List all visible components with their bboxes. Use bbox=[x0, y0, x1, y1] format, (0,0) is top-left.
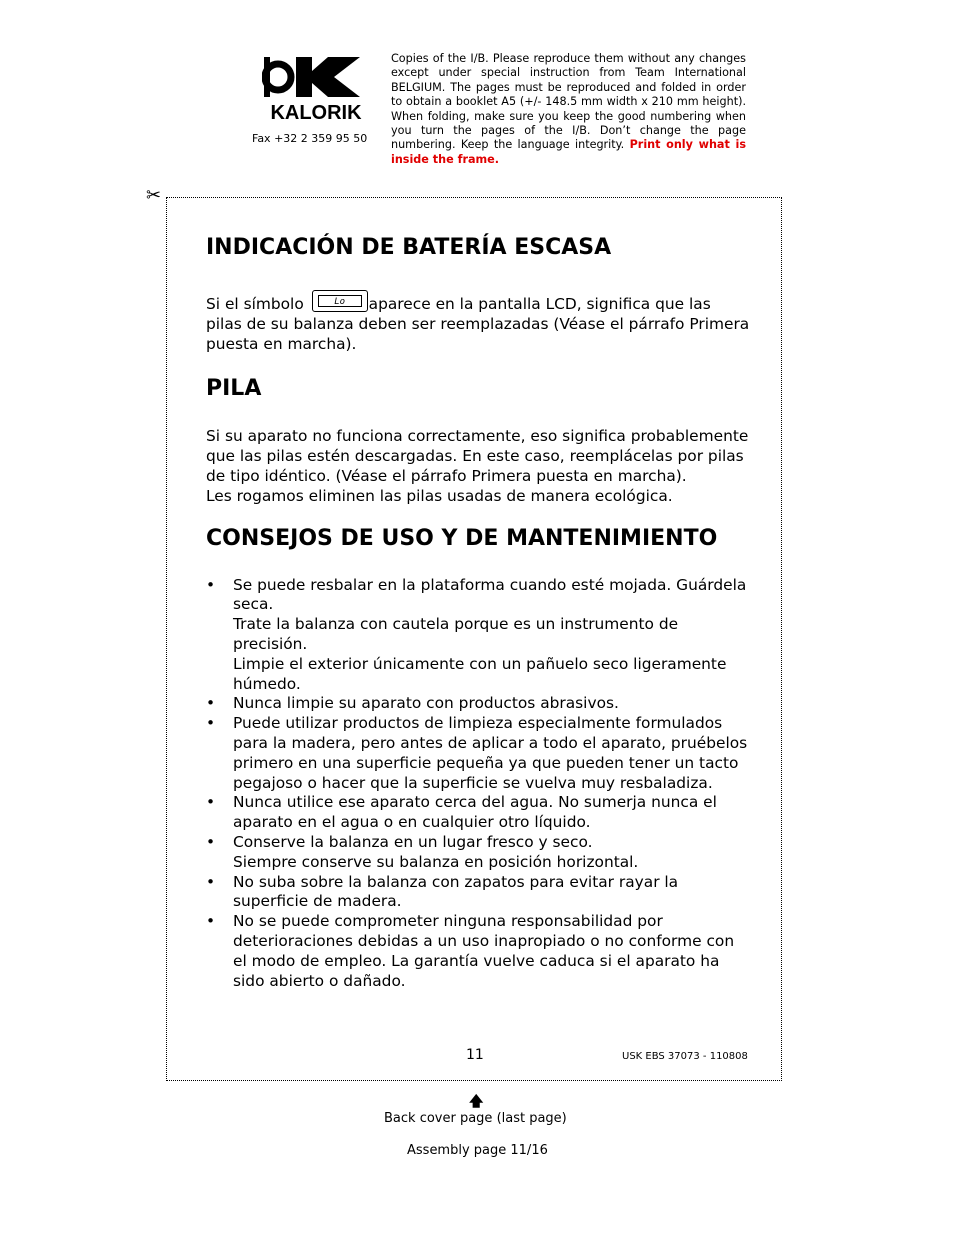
list-item-line: No se puede comprometer ninguna responsabilidad por deterioraciones debidas a un uso inapropiado o no conforme con el modo de empleo. La garantía vuelve caduca si el aparato ha sido abierto o dañado. bbox=[233, 912, 735, 990]
pila-paragraph-1: Si su aparato no funciona correctamente, eso significa probablemente que las pilas estén descargadas. En este caso, reemplácelas por pilas de tipo idéntico. (Véase el párrafo Primera puesta en marcha). bbox=[206, 427, 749, 485]
bullet-icon: • bbox=[206, 872, 216, 891]
list-item-line: Puede utilizar productos de limpieza especialmente formulados para la madera, pero antes de aplicar a todo el aparato, pruébelos primero en una superficie pequeña ya que pueden tener un tacto pegajoso o hacer que la superficie se vuelva muy resbaladiza. bbox=[233, 714, 748, 792]
document-reference: USK EBS 37073 - 110808 bbox=[622, 1051, 748, 1062]
section-title-consejos: CONSEJOS DE USO Y DE MANTENIMIENTO bbox=[206, 525, 718, 551]
list-item bbox=[206, 912, 751, 991]
bullet-icon: • bbox=[206, 714, 216, 733]
list-item-line: Nunca limpie su aparato con productos abrasivos. bbox=[233, 694, 619, 713]
fax-number: Fax +32 2 359 95 50 bbox=[252, 132, 368, 145]
list-item bbox=[206, 694, 751, 714]
pila-paragraph-2: Les rogamos eliminen las pilas usadas de manera ecológica. bbox=[206, 486, 673, 505]
list-item-line: Conserve la balanza en un lugar fresco y seco. bbox=[233, 832, 593, 851]
bullet-icon: • bbox=[206, 793, 216, 812]
bullet-icon: • bbox=[206, 575, 216, 594]
up-arrow-icon: 🡅 bbox=[469, 1094, 484, 1110]
copy-notice bbox=[391, 52, 746, 167]
assembly-page-note: Assembly page 11/16 bbox=[407, 1143, 548, 1158]
logo-text: KALORIK bbox=[270, 102, 362, 123]
back-cover-note: Back cover page (last page) bbox=[384, 1111, 567, 1126]
list-item bbox=[206, 833, 751, 873]
list-item bbox=[206, 576, 751, 695]
notice-red-text: Print only what is inside the frame. bbox=[391, 138, 746, 166]
notice-text: Copies of the I/B. Please reproduce them without any changes except under special instruction from Team International BELGIUM. The pages must be reproduced and folded in order to obtain a booklet A5 (+/- 148.5 mm width x 210 mm height). When folding, make sure you keep the good numbering when you turn the pages of the I/B. Don’t change the page numbering. Keep the language integrity. bbox=[391, 52, 746, 152]
kalorik-logo bbox=[262, 55, 370, 123]
list-item-line: Trate la balanza con cautela porque es un instrumento de precisión. bbox=[233, 615, 679, 653]
consejos-list bbox=[206, 576, 751, 992]
list-item bbox=[206, 793, 751, 833]
lcd-lo-icon bbox=[312, 290, 368, 312]
list-item bbox=[206, 714, 751, 793]
list-item-line: Limpie el exterior únicamente con un pañuelo seco ligeramente húmedo. bbox=[233, 654, 727, 693]
section-title-pila: PILA bbox=[206, 376, 262, 402]
page-content bbox=[206, 234, 751, 991]
battery-text-after: aparece en la pantalla LCD, significa que las pilas de su balanza deben ser reemplazadas (Véase el párrafo Primera puesta en marcha). bbox=[206, 295, 750, 353]
bullet-icon: • bbox=[206, 694, 216, 713]
lcd-lo-text: Lo bbox=[318, 295, 362, 307]
list-item-line: Se puede resbalar en la plataforma cuando esté mojada. Guárdela seca. bbox=[233, 575, 747, 614]
scissors-icon: ✂ bbox=[146, 185, 162, 206]
list-item-line: Nunca utilice ese aparato cerca del agua. No sumerja nunca el aparato en el agua o en cualquier otro líquido. bbox=[233, 793, 717, 832]
list-item bbox=[206, 873, 751, 913]
page-number: 11 bbox=[466, 1047, 484, 1063]
battery-paragraph bbox=[206, 290, 751, 354]
bullet-icon: • bbox=[206, 832, 216, 851]
list-item-line: No suba sobre la balanza con zapatos para evitar rayar la superficie de madera. bbox=[233, 872, 679, 911]
battery-text-before: Si el símbolo bbox=[206, 295, 304, 313]
section-title-battery: INDICACIÓN DE BATERÍA ESCASA bbox=[206, 235, 612, 260]
list-item-line: Siempre conserve su balanza en posición horizontal. bbox=[233, 852, 639, 871]
bullet-icon: • bbox=[206, 912, 216, 931]
